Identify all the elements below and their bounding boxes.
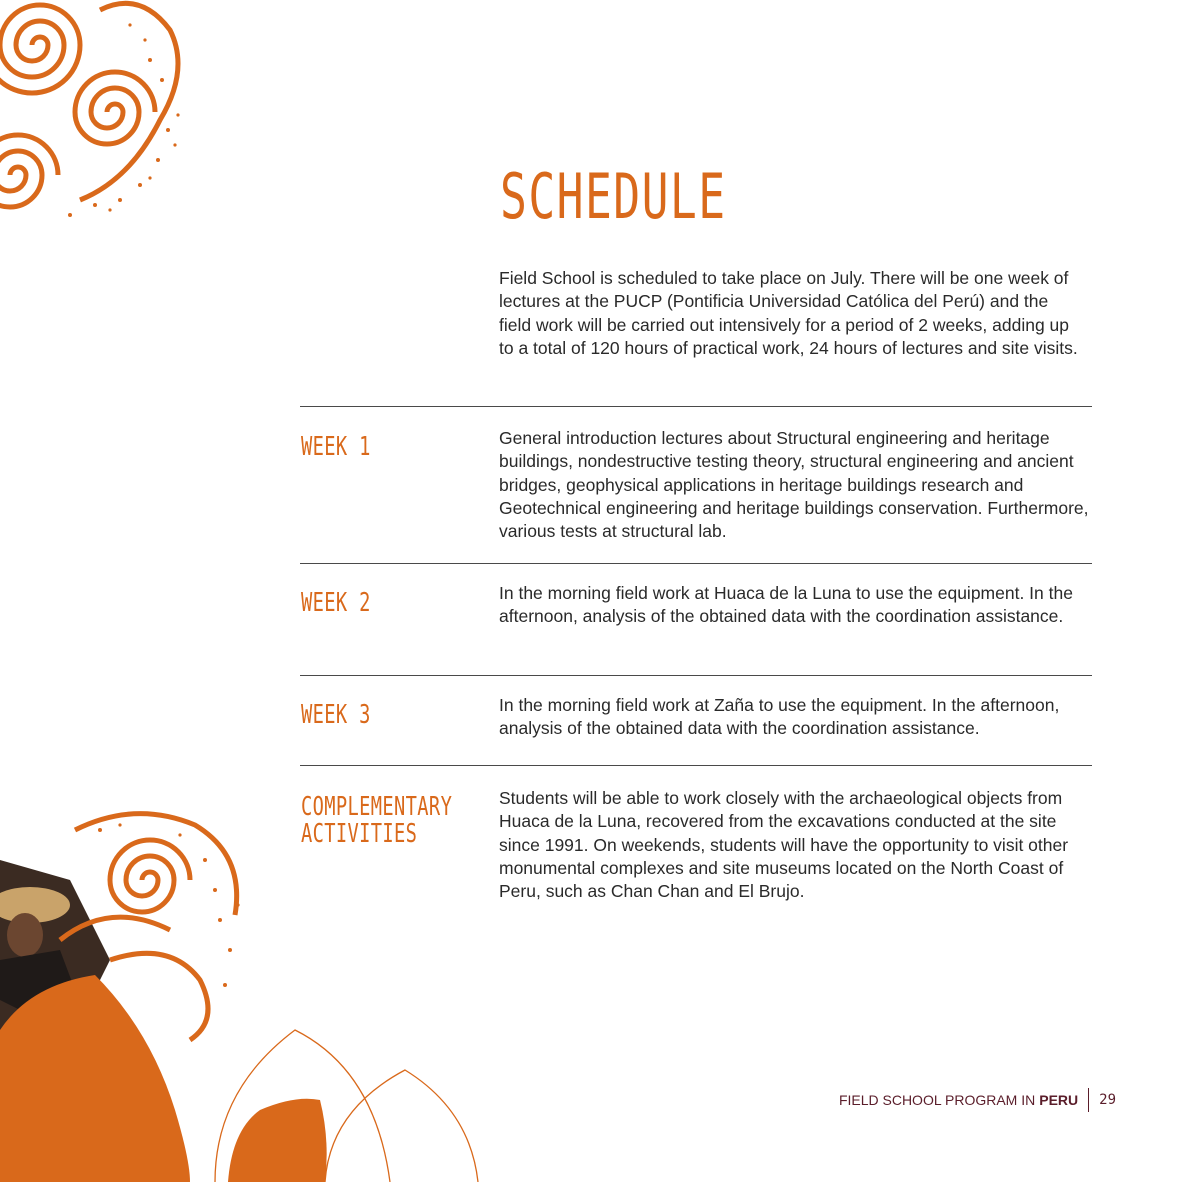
footer-country: PERU xyxy=(1039,1092,1079,1108)
complementary-activities-text: Students will be able to work closely with the archaeological objects from Huaca de la Luna, recovered from the excavations conducted at the site since 1991. On weekends, students will have the opportunity to visit other monumental complexes and site museums located on the North Coast of Peru, such as Chan Chan and El Brujo. xyxy=(499,788,1069,902)
top-spiral-ornament xyxy=(0,3,178,207)
orange-leaf-shape xyxy=(0,975,190,1182)
outline-arches xyxy=(215,1030,478,1182)
bottom-dots xyxy=(98,823,240,987)
page-footer xyxy=(839,1088,1116,1112)
divider xyxy=(300,563,1092,564)
divider xyxy=(300,765,1092,766)
orange-leaf-small xyxy=(228,1099,327,1182)
photo-fragment xyxy=(0,860,110,1182)
footer-program: FIELD SCHOOL PROGRAM IN xyxy=(838,1092,1036,1108)
week-1-text: General introduction lectures about Structural engineering and heritage buildings, nondestructive testing theory, structural engineering and ancient bridges, geophysical applications in heritage buildings research and Geotechnical engineering and heritage buildings conservation. Furthermore, various tests at structural lab. xyxy=(499,428,1089,542)
top-dots xyxy=(68,23,180,217)
complementary-activities-label: COMPLEMENTARY ACTIVITIES xyxy=(301,792,453,849)
footer-separator xyxy=(1088,1088,1089,1112)
week-2-label: WEEK 2 xyxy=(301,588,371,618)
bottom-spiral-ornament xyxy=(60,814,237,1040)
divider xyxy=(300,675,1092,676)
week-2-text: In the morning field work at Huaca de la Luna to use the equipment. In the afternoon, analysis of the obtained data with the coordination assistance. xyxy=(499,583,1073,627)
week-3-label: WEEK 3 xyxy=(301,700,371,730)
week-3-text: In the morning field work at Zaña to use the equipment. In the afternoon, analysis of the obtained data with the coordination assistance. xyxy=(499,695,1060,739)
page-title: SCHEDULE xyxy=(500,160,727,233)
divider xyxy=(300,406,1092,407)
page-number: 29 xyxy=(1099,1092,1116,1108)
week-1-label: WEEK 1 xyxy=(301,432,371,462)
intro-paragraph: Field School is scheduled to take place on July. There will be one week of lectures at the PUCP (Pontificia Universidad Católica del Perú) and the field work will be carried out intensively for a period of 2 weeks, adding up to a total of 120 hours of practical work, 24 hours of lectures and site visits. xyxy=(499,268,1078,358)
